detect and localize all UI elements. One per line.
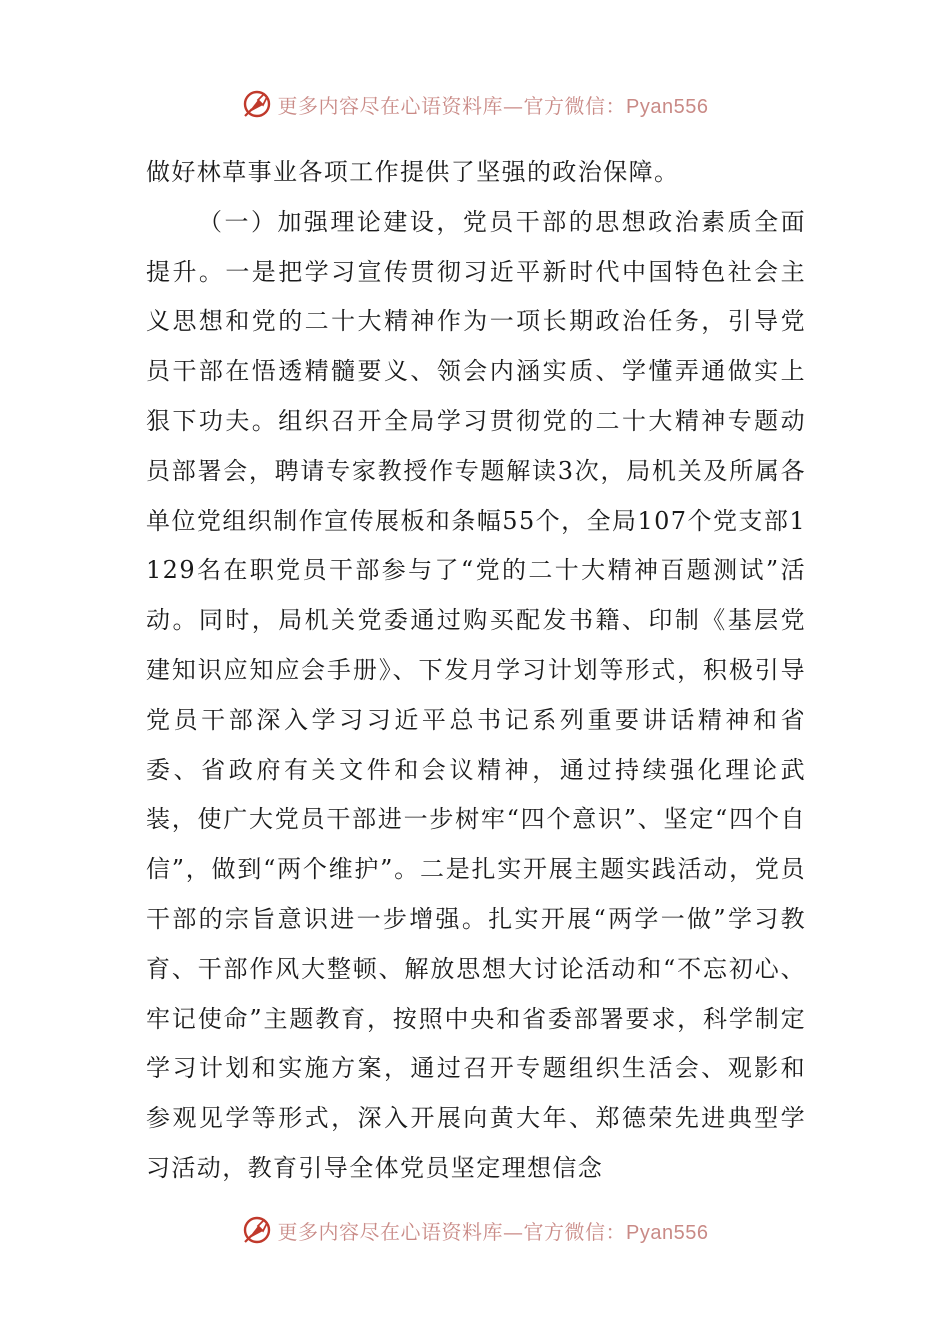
paragraph-section-one: （一）加强理论建设，党员干部的思想政治素质全面提升。一是把学习宣传贯彻习近平新时代中国特色社会主义思想和党的二十大精神作为一项长期政治任务，引导党员干部在悟透精髓要义、领会内涵实质、学懂弄通做实上狠下功夫。组织召开全局学习贯彻党的二十大精神专题动员部署会，聘请专家教授作专题解读3次，局机关及所属各单位党组织制作宣传展板和条幅55个，全局107个党支部1129名在职党员干部参与了“党的二十大精神百题测试”活动。同时，局机关党委通过购买配发书籍、印制《基层党建知识应知应会手册》、下发月学习计划等形式，积极引导党员干部深入学习习近平总书记系列重要讲话精神和省委、省政府有关文件和会议精神，通过持续强化理论武装，使广大党员干部进一步树牢“四个意识”、坚定“四个自信”，做到“两个维护”。二是扎实开展主题实践活动，党员干部的宗旨意识进一步增强。扎实开展“两学一做”学习教育、干部作风大整顿、解放思想大讨论活动和“不忘初心、牢记使命”主题教育，按照中央和省委部署要求，科学制定学习计划和实施方案，通过召开专题组织生活会、观影和参观见学等形式，深入开展向黄大年、郑德荣先进典型学习活动，教育引导全体党员坚定理想信念 <box>146 207 806 1182</box>
document-body <box>146 148 806 1194</box>
footer-banner <box>0 1210 950 1250</box>
header-banner-text <box>278 90 709 119</box>
footer-wechat-id: Pyan556 <box>626 1221 709 1244</box>
paragraph-continuation: 做好林草事业各项工作提供了坚强的政治保障。 <box>146 158 680 186</box>
header-wechat-id: Pyan556 <box>626 95 709 118</box>
footer-banner-text <box>278 1216 709 1245</box>
header-banner-prefix: 更多内容尽在心语资料库—官方微信： <box>277 93 627 118</box>
header-banner <box>0 84 950 124</box>
footer-banner-prefix: 更多内容尽在心语资料库—官方微信： <box>277 1219 627 1244</box>
pen-nib-logo-icon <box>242 89 272 119</box>
pen-nib-logo-icon <box>242 1215 272 1245</box>
